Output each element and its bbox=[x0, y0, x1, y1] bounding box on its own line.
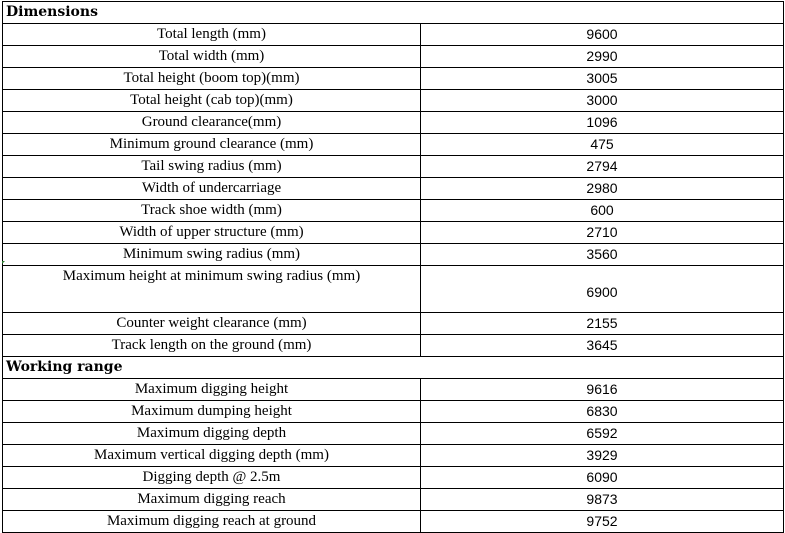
row-label: Track shoe width (mm) bbox=[3, 200, 421, 222]
row-value: 9873 bbox=[421, 489, 784, 511]
table-row bbox=[3, 379, 784, 401]
table-row bbox=[3, 112, 784, 134]
row-value: 600 bbox=[421, 200, 784, 222]
table-row bbox=[3, 401, 784, 423]
row-label: Maximum dumping height bbox=[3, 401, 421, 423]
table-row bbox=[3, 467, 784, 489]
cell-comment-marker-icon bbox=[2, 261, 5, 264]
row-value: 475 bbox=[421, 134, 784, 156]
section-header-working-range bbox=[3, 357, 784, 379]
row-value: 9600 bbox=[421, 24, 784, 46]
row-value: 2794 bbox=[421, 156, 784, 178]
row-label: Width of undercarriage bbox=[3, 178, 421, 200]
row-label: Maximum digging reach at ground bbox=[3, 511, 421, 533]
row-value: 9752 bbox=[421, 511, 784, 533]
row-label: Track length on the ground (mm) bbox=[3, 335, 421, 357]
row-value: 2980 bbox=[421, 178, 784, 200]
row-label: Ground clearance(mm) bbox=[3, 112, 421, 134]
table-row bbox=[3, 156, 784, 178]
row-value: 2990 bbox=[421, 46, 784, 68]
table-row bbox=[3, 445, 784, 467]
row-label: Tail swing radius (mm) bbox=[3, 156, 421, 178]
row-label: Maximum vertical digging depth (mm) bbox=[3, 445, 421, 467]
table-row bbox=[3, 244, 784, 266]
row-label: Maximum digging depth bbox=[3, 423, 421, 445]
row-label: Width of upper structure (mm) bbox=[3, 222, 421, 244]
table-row bbox=[3, 200, 784, 222]
row-value: 1096 bbox=[421, 112, 784, 134]
row-label: Minimum swing radius (mm) bbox=[3, 244, 421, 266]
row-value: 6830 bbox=[421, 401, 784, 423]
table-row bbox=[3, 423, 784, 445]
row-label: Maximum height at minimum swing radius (mm) bbox=[3, 266, 421, 313]
row-value: 6090 bbox=[421, 467, 784, 489]
row-value: 6900 bbox=[421, 266, 784, 313]
table-row bbox=[3, 46, 784, 68]
table-row bbox=[3, 68, 784, 90]
table-row bbox=[3, 489, 784, 511]
table-row bbox=[3, 134, 784, 156]
table-row bbox=[3, 313, 784, 335]
table-row bbox=[3, 178, 784, 200]
row-value: 6592 bbox=[421, 423, 784, 445]
row-value: 3005 bbox=[421, 68, 784, 90]
table-row bbox=[3, 24, 784, 46]
row-value: 3645 bbox=[421, 335, 784, 357]
table-row bbox=[3, 335, 784, 357]
table-row bbox=[3, 90, 784, 112]
row-value: 3929 bbox=[421, 445, 784, 467]
table-row bbox=[3, 266, 784, 313]
table-row bbox=[3, 222, 784, 244]
section-header-dimensions bbox=[3, 2, 784, 24]
spec-table bbox=[2, 1, 784, 533]
row-value: 2710 bbox=[421, 222, 784, 244]
row-value: 3560 bbox=[421, 244, 784, 266]
row-label: Total width (mm) bbox=[3, 46, 421, 68]
row-value: 3000 bbox=[421, 90, 784, 112]
row-label: Total height (boom top)(mm) bbox=[3, 68, 421, 90]
row-value: 9616 bbox=[421, 379, 784, 401]
row-value: 2155 bbox=[421, 313, 784, 335]
row-label: Total height (cab top)(mm) bbox=[3, 90, 421, 112]
row-label: Maximum digging height bbox=[3, 379, 421, 401]
row-label: Maximum digging reach bbox=[3, 489, 421, 511]
row-label: Minimum ground clearance (mm) bbox=[3, 134, 421, 156]
row-label: Digging depth @ 2.5m bbox=[3, 467, 421, 489]
section-title: Dimensions bbox=[3, 2, 784, 24]
section-title: Working range bbox=[3, 357, 784, 379]
row-label: Total length (mm) bbox=[3, 24, 421, 46]
row-label: Counter weight clearance (mm) bbox=[3, 313, 421, 335]
